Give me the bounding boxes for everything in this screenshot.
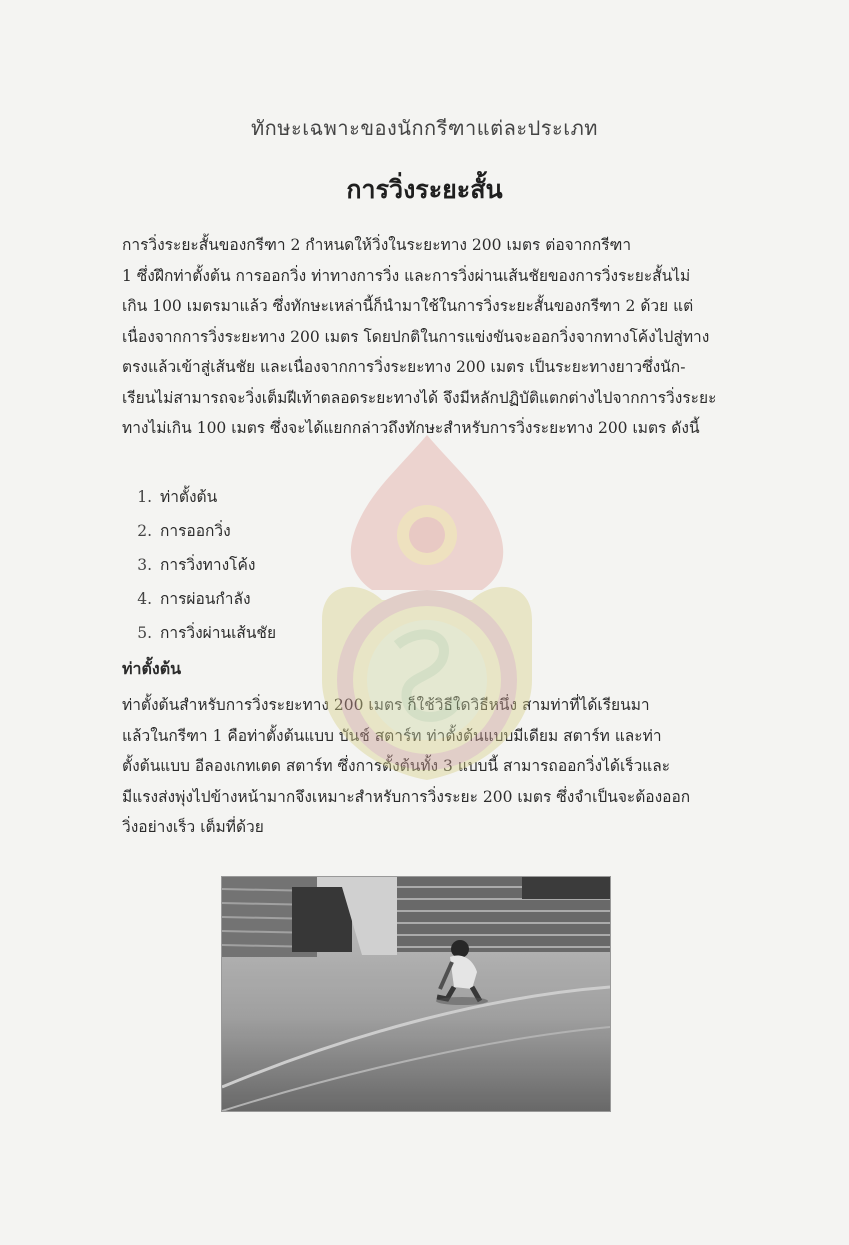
paragraph-line: มีแรงส่งพุ่งไปข้างหน้ามากจึงเหมาะสำหรับการวิ่งระยะ 200 เมตร ซึ่งจำเป็นจะต้องออก — [122, 787, 691, 806]
paragraph-line: ท่าตั้งต้นสำหรับการวิ่งระยะทาง 200 เมตร ก็ใช้วิธีใดวิธีหนึ่ง สามท่าที่ได้เรียนมา — [122, 696, 650, 714]
list-item-text: การวิ่งทางโค้ง — [160, 556, 256, 574]
paragraph-line: วิ่งอย่างเร็ว เต็มที่ด้วย — [122, 818, 264, 836]
paragraph-intro — [122, 230, 806, 444]
list-item-number: 5. — [137, 624, 152, 642]
paragraph-line: แล้วในกรีฑา 1 คือท่าตั้งต้นแบบ บันช์ สตาร์ท ท่าตั้งต้นแบบมีเดียม สตาร์ท และท่า — [122, 726, 662, 745]
list-item — [122, 582, 522, 616]
list-item-text: การผ่อนกำลัง — [160, 590, 251, 608]
list-item-number: 3. — [137, 556, 152, 574]
list-item-text: การออกวิ่ง — [160, 522, 231, 540]
list-item-number: 4. — [137, 590, 152, 608]
runner-photo — [221, 876, 611, 1112]
list-item-text: ท่าตั้งต้น — [160, 488, 218, 506]
paragraph-line: ตั้งต้นแบบ อีลองเกทเตด สตาร์ท ซึ่งการตั้งต้นทั้ง 3 แบบนี้ สามารถออกวิ่งได้เร็วและ — [122, 757, 671, 775]
paragraph-line: เรียนไม่สามารถจะวิ่งเต็มฝีเท้าตลอดระยะทางได้ จึงมีหลักปฏิบัติแตกต่างไปจากการวิ่งระยะ — [122, 388, 717, 407]
paragraph-line: เนื่องจากการวิ่งระยะทาง 200 เมตร โดยปกติในการแข่งขันจะออกวิ่งจากทางโค้งไปสู่ทาง — [122, 327, 710, 346]
list-item-number: 2. — [137, 522, 152, 540]
list-item-text: การวิ่งผ่านเส้นชัย — [160, 624, 277, 642]
paragraph-start-position — [122, 690, 806, 843]
paragraph-line: ตรงแล้วเข้าสู่เส้นชัย และเนื่องจากการวิ่งระยะทาง 200 เมตร เป็นระยะทางยาวซึ่งนัก- — [122, 358, 686, 376]
section-heading: ท่าตั้งต้น — [122, 659, 182, 678]
list-item — [122, 616, 522, 650]
list-item — [122, 514, 522, 548]
list-item — [122, 480, 522, 514]
skills-list — [122, 480, 522, 650]
paragraph-line: ทางไม่เกิน 100 เมตร ซึ่งจะได้แยกกล่าวถึงทักษะสำหรับการวิ่งระยะทาง 200 เมตร ดังนี้ — [122, 419, 700, 437]
list-item — [122, 548, 522, 582]
paragraph-line: เกิน 100 เมตรมาแล้ว ซึ่งทักษะเหล่านี้ก็นำมาใช้ในการวิ่งระยะสั้นของกรีฑา 2 ด้วย แต่ — [122, 297, 694, 315]
list-item-number: 1. — [137, 488, 152, 506]
page-title: การวิ่งระยะสั้น — [346, 175, 503, 204]
paragraph-line: การวิ่งระยะสั้นของกรีฑา 2 กำหนดให้วิ่งในระยะทาง 200 เมตร ต่อจากกรีฑา — [122, 236, 632, 254]
page-heading: ทักษะเฉพาะของนักกรีฑาแต่ละประเภท — [250, 116, 598, 140]
paragraph-line: 1 ซึ่งฝึกท่าตั้งต้น การออกวิ่ง ท่าทางการวิ่ง และการวิ่งผ่านเส้นชัยของการวิ่งระยะสั้นไม่ — [122, 266, 691, 285]
